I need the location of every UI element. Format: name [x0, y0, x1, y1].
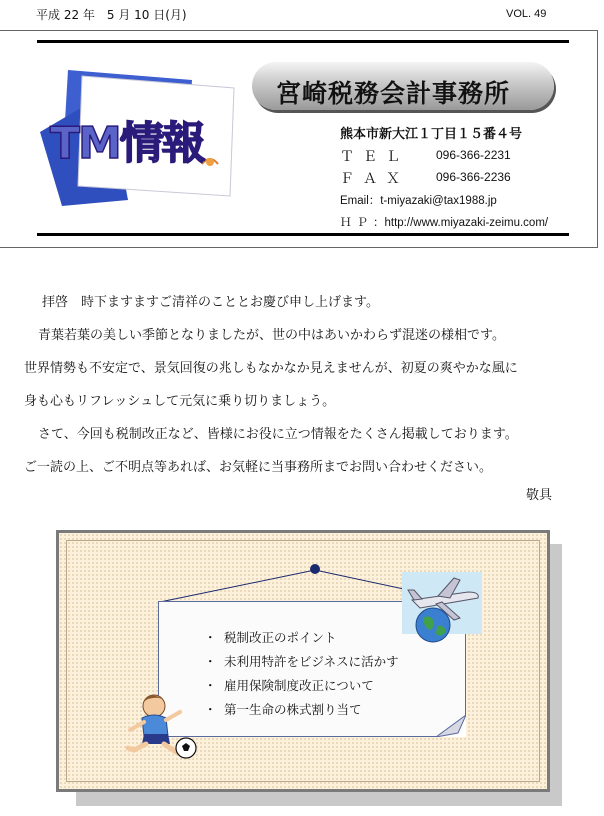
bullet: ・ — [204, 654, 217, 669]
homepage-label: ＨＰ — [340, 217, 373, 229]
contents-item-4 — [204, 700, 362, 718]
homepage-url[interactable]: ：http://www.miyazaki-zeimu.com/ — [373, 217, 549, 229]
closing-word: 敬具 — [526, 488, 553, 503]
contents-item-label: 未利用特許をビジネスに活かす — [224, 654, 399, 669]
greeting-line-5: さて、今回も税制改正など、皆様にお役に立つ情報をたくさん掲載しております。 — [38, 427, 518, 442]
logo-text: TM情報 — [50, 118, 204, 169]
contents-item-2 — [204, 652, 399, 670]
tel-number: 096-366-2231 — [436, 148, 511, 162]
header-date: 平成 22 年 5 月 10 日(月) — [36, 8, 187, 22]
greeting-line-2: 青葉若葉の美しい季節となりましたが、世の中はあいかわらず混迷の様相です。 — [38, 328, 505, 343]
volume-number: VOL. 49 — [506, 8, 547, 20]
contents-item-label: 雇用保険制度改正について — [224, 678, 374, 693]
bullet: ・ — [204, 702, 217, 717]
greeting-line-3: 世界情勢も不安定で、景気回復の兆しもなかなか見えませんが、初夏の爽やかな風に — [24, 361, 518, 376]
push-pin-icon — [310, 564, 320, 574]
email-label: Email： — [340, 195, 381, 207]
greeting-line-4: 身も心もリフレッシュして元気に乗り切りましょう。 — [24, 394, 336, 409]
note-curl — [436, 715, 466, 737]
greeting-line-6: ご一読の上、ご不明点等あれば、お気軽に当事務所までお問い合わせください。 — [24, 460, 493, 475]
contents-item-label: 第一生命の株式割り当て — [224, 702, 362, 717]
greeting-line-1: 拝啓 時下ますますご清祥のこととお慶び申し上げます。 — [42, 295, 379, 310]
contents-item-label: 税制改正のポイント — [224, 630, 337, 645]
contents-item-1 — [204, 628, 337, 646]
soccer-boy-icon — [118, 690, 208, 760]
bullet: ・ — [204, 678, 217, 693]
firm-address: 熊本市新大江１丁目１５番４号 — [340, 127, 523, 142]
email-address[interactable]: t-miyazaki@tax1988.jp — [380, 195, 497, 207]
firm-name: 宮崎税務会計事務所 — [276, 79, 511, 108]
bullet: ・ — [204, 630, 217, 645]
fax-number: 096-366-2236 — [436, 170, 511, 184]
contents-item-3 — [204, 676, 374, 694]
globe-icon — [414, 606, 452, 644]
fax-label: ＦＡＸ — [340, 170, 409, 186]
tel-label: ＴＥＬ — [340, 148, 409, 164]
